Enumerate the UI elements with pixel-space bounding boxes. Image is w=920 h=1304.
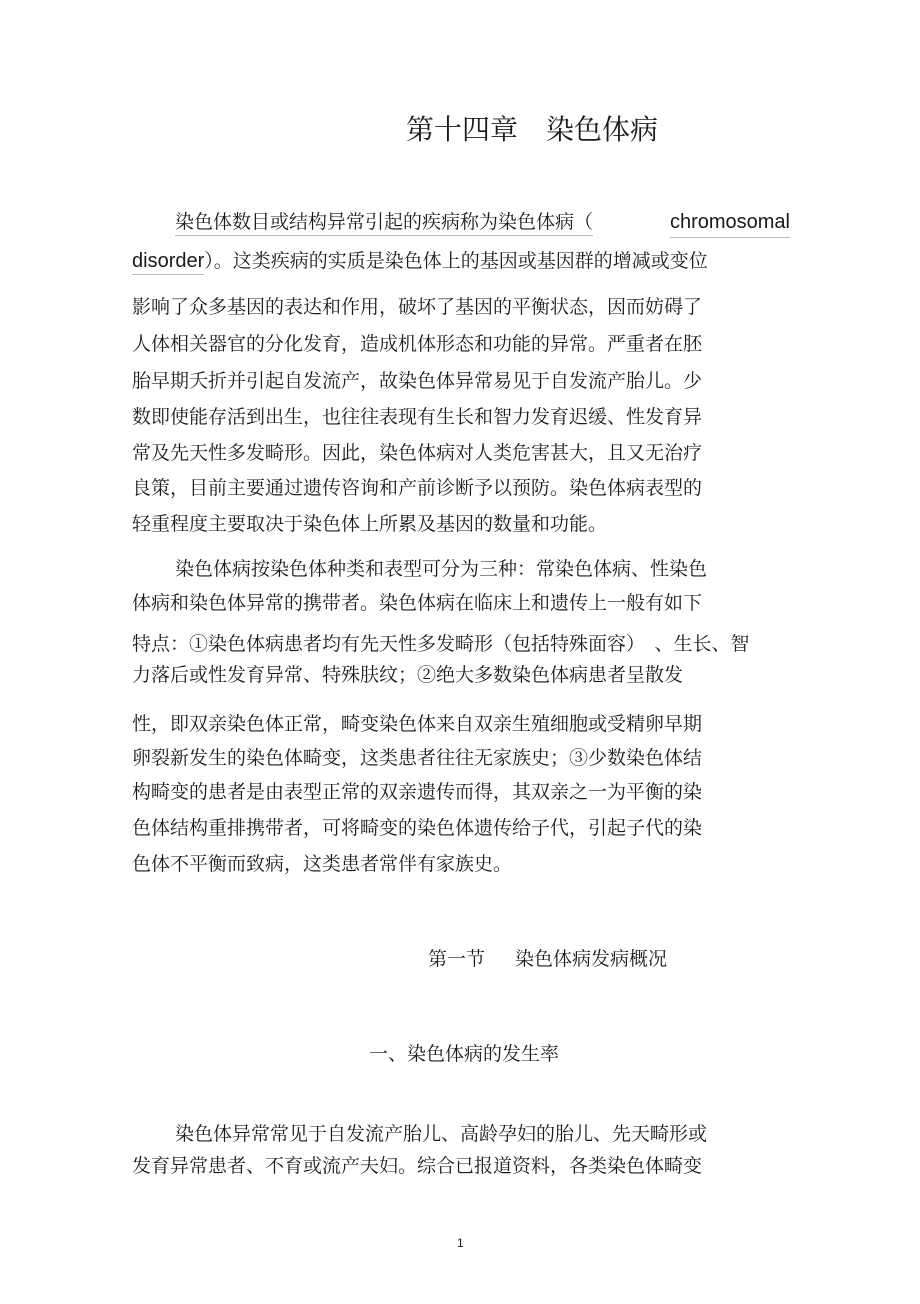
para3-line: 发育异常患者、不育或流产夫妇。综合已报道资料，各类染色体畸变 [132,1155,703,1177]
para1-line-1-cn: 染色体数目或结构异常引起的疾病称为染色体病（ [175,211,593,236]
para2-line: 构畸变的患者是由表型正常的双亲遗传而得，其双亲之一为平衡的染 [132,781,703,803]
para1-line: 数即使能存活到出生，也往往表现有生长和智力发育迟缓、性发育异 [132,406,703,428]
para2-line: 体病和染色体异常的携带者。染色体病在临床上和遗传上一般有如下 [132,592,703,614]
para1-line-2-rest: ）。这类疾病的实质是染色体上的基因或基因群的增减或变位 [204,250,708,272]
para2-line: 力落后或性发育异常、特殊肤纹；②绝大多数染色体病患者呈散发 [132,664,684,686]
page-number: 1 [457,1236,464,1250]
para2-line: 色体不平衡而致病，这类患者常伴有家族史。 [132,853,513,875]
chapter-number: 第十四章 [406,113,519,146]
section-number: 第一节 [428,948,486,970]
section-name: 染色体病发病概况 [515,948,668,970]
para1-line: 良策，目前主要通过遗传咨询和产前诊断予以预防。染色体病表型的 [132,477,703,499]
para2-line: 性，即双亲染色体正常，畸变染色体来自双亲生殖细胞或受精卵早期 [132,713,703,735]
para2-line: 卵裂新发生的染色体畸变，这类患者往往无家族史；③少数染色体结 [132,747,703,769]
para1-line: 人体相关器官的分化发育，造成机体形态和功能的异常。严重者在胚 [132,333,703,355]
para1-line-1 [175,209,790,235]
term-disorder: disorder [132,250,204,275]
section-heading [428,946,667,972]
para2-line: 染色体病按染色体种类和表型可分为三种：常染色体病、性染色 [175,558,708,580]
para1-line: 常及先天性多发畸形。因此，染色体病对人类危害甚大，且又无治疗 [132,442,703,464]
term-chromosomal: chromosomal [670,209,790,238]
para2-line: 色体结构重排携带者，可将畸变的染色体遗传给子代，引起子代的染 [132,817,703,839]
para1-line: 胎早期夭折并引起自发流产，故染色体异常易见于自发流产胎儿。少 [132,370,703,392]
para1-line-2 [132,248,708,274]
subsection-heading: 一、染色体病的发生率 [369,1043,560,1065]
chapter-title [406,112,658,148]
para1-line: 轻重程度主要取决于染色体上所累及基因的数量和功能。 [132,513,608,535]
para3-line: 染色体异常常见于自发流产胎儿、高龄孕妇的胎儿、先天畸形或 [175,1123,708,1145]
para1-line: 影响了众多基因的表达和作用，破坏了基因的平衡状态，因而妨碍了 [132,296,703,318]
chapter-name: 染色体病 [546,113,659,146]
para2-line: 特点：①染色体病患者均有先天性多发畸形（包括特殊面容） 、生长、智 [132,633,750,655]
